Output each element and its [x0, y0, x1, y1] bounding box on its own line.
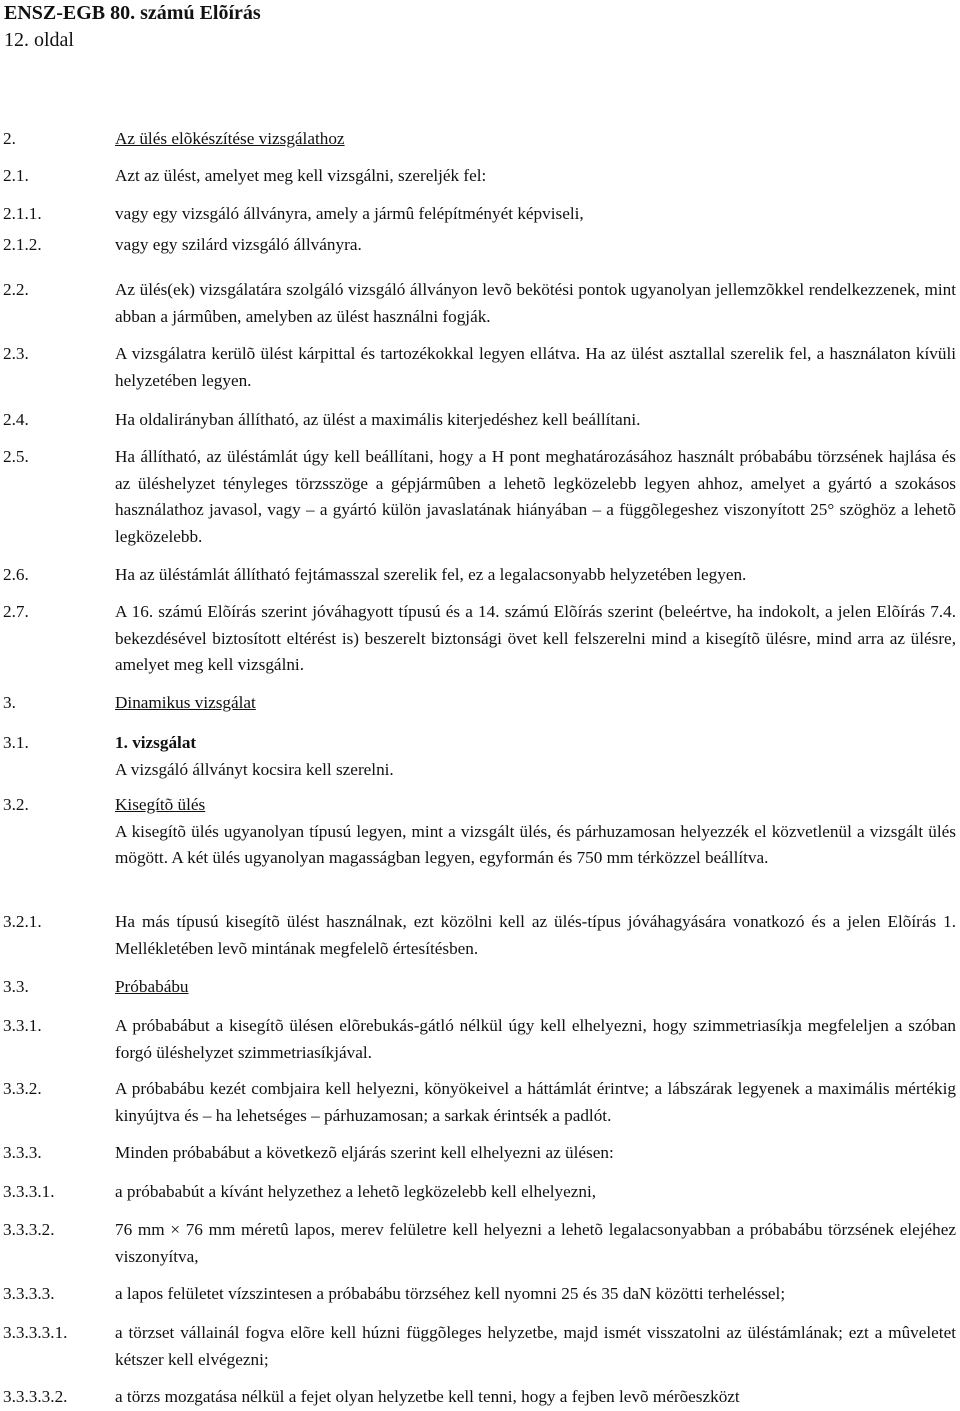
- page-number: 12. oldal: [4, 29, 74, 51]
- section-2-3: [3, 341, 956, 394]
- section-2-1: [3, 163, 956, 190]
- section-text: 76 mm × 76 mm méretû lapos, merev felületre kell helyezni a lehetõ legalacsonyabban a próbabábu törzsének elejéhez viszonyítva,: [115, 1220, 956, 1266]
- section-number: 3.3.3.: [3, 1143, 42, 1162]
- section-2-5: [3, 444, 956, 550]
- section-3-3-3-1: [3, 1179, 956, 1206]
- section-3-3-3-3-1: [3, 1320, 956, 1373]
- section-number: 2.4.: [3, 410, 29, 429]
- section-number: 3.1.: [3, 733, 29, 752]
- section-3-2-1: [3, 909, 956, 962]
- section-text: a lapos felületet vízszintesen a próbabábu törzséhez kell nyomni 25 és 35 daN közötti terheléssel;: [115, 1284, 786, 1303]
- section-text: Ha állítható, az üléstámlát úgy kell beállítani, hogy a H pont meghatározásához használt próbabábu törzsének hajlása és az üléshelyzet tényleges törzsszöge a gépjármûben a lehetõ legközelebb legyen ahhoz, amelyet a gyártó a szokásos használathoz javasol, vagy – a gyártó külön javaslatának hiányában – a függõlegeshez viszonyított 25° szöghöz a lehetõ legközelebb.: [115, 447, 956, 546]
- section-3-3-2: [3, 1076, 956, 1129]
- section-3-3: [3, 974, 956, 1001]
- section-number: 3.2.1.: [3, 912, 42, 931]
- section-number: 2.1.1.: [3, 204, 42, 223]
- section-text: Minden próbabábut a következõ eljárás szerint kell elhelyezni az ülésen:: [115, 1143, 614, 1162]
- section-2-2: [3, 277, 956, 330]
- section-number: 2.7.: [3, 602, 29, 621]
- section-number: 3.3.3.3.1.: [3, 1323, 68, 1342]
- section-text: a próbababút a kívánt helyzethez a lehetõ legközelebb kell elhelyezni,: [115, 1182, 597, 1201]
- section-number: 3.3.1.: [3, 1016, 42, 1035]
- section-number: 3.3.3.2.: [3, 1220, 55, 1239]
- section-number: 3.3.3.3.: [3, 1284, 55, 1303]
- section-text: Ha oldalirányban állítható, az ülést a maximális kiterjedéshez kell beállítani.: [115, 410, 641, 429]
- section-text: a törzset vállainál fogva elõre kell húzni függõleges helyzetbe, majd ismét visszatolni az üléstámlának; ezt a mûveletet kétszer kell elvégezni;: [115, 1323, 956, 1369]
- section-number: 3.3.3.3.2.: [3, 1387, 68, 1406]
- section-heading: Dinamikus vizsgálat: [115, 693, 256, 712]
- section-2-4: [3, 407, 956, 434]
- section-number: 3.3.2.: [3, 1079, 42, 1098]
- page-header: [4, 0, 261, 53]
- section-3-3-3-3: [3, 1281, 956, 1308]
- section-number: 2.1.: [3, 166, 29, 185]
- section-number: 2.3.: [3, 344, 29, 363]
- section-3-3-3-3-2: [3, 1384, 956, 1411]
- section-2-6: [3, 562, 956, 589]
- section-number: 2.6.: [3, 565, 29, 584]
- section-number: 3.3.3.1.: [3, 1182, 55, 1201]
- section-text: Ha más típusú kisegítõ ülést használnak, ezt közölni kell az ülés-típus jóváhagyására vonatkozó és a jelen Elõírás 1. Mellékletében levõ mintának megfelelõ értesítésben.: [115, 912, 956, 958]
- section-3-1: [3, 730, 956, 783]
- section-text: vagy egy vizsgáló állványra, amely a jármû felépítményét képviseli,: [115, 204, 584, 223]
- section-text: A vizsgáló állványt kocsira kell szerelni.: [115, 759, 394, 779]
- section-3-3-3: [3, 1140, 956, 1167]
- document-title: ENSZ-EGB 80. számú Elõírás: [4, 2, 261, 24]
- section-text: a törzs mozgatása nélkül a fejet olyan helyzetbe kell tenni, hogy a fejben levõ mérõeszközt: [115, 1387, 740, 1406]
- section-heading: Az ülés elõkészítése vizsgálathoz: [115, 129, 345, 148]
- section-number: 2.2.: [3, 280, 29, 299]
- section-subheading: Kisegítõ ülés: [115, 795, 206, 814]
- section-3: [3, 690, 956, 717]
- section-3-2: [3, 792, 956, 872]
- section-number: 2.1.2.: [3, 235, 42, 254]
- section-text: A próbabábut a kisegítõ ülésen elõrebukás-gátló nélkül úgy kell elhelyezni, hogy szimmetriasíkja megfeleljen a szóban forgó üléshelyzet szimmetriasíkjával.: [115, 1016, 956, 1062]
- section-text: Az ülés(ek) vizsgálatára szolgáló vizsgáló állványon levõ bekötési pontok ugyanolyan jellemzõkkel rendelkezzenek, mint abban a jármûben, amelyben az ülést használni fogják.: [115, 280, 956, 326]
- section-text: A vizsgálatra kerülõ ülést kárpittal és tartozékokkal legyen ellátva. Ha az ülést asztallal szerelik fel, a használaton kívüli helyzetében legyen.: [115, 344, 956, 390]
- section-number: 2.5.: [3, 447, 29, 466]
- section-3-3-3-2: [3, 1217, 956, 1270]
- section-subheading: 1. vizsgálat: [115, 733, 197, 752]
- section-text: Ha az üléstámlát állítható fejtámasszal szerelik fel, ez a legalacsonyabb helyzetében legyen.: [115, 565, 747, 584]
- section-number: 2.: [3, 129, 16, 148]
- section-text: Azt az ülést, amelyet meg kell vizsgálni, szereljék fel:: [115, 166, 487, 185]
- section-2: [3, 126, 956, 153]
- section-number: 3.3.: [3, 977, 29, 996]
- section-3-3-1: [3, 1013, 956, 1066]
- section-number: 3.2.: [3, 795, 29, 814]
- section-number: 3.: [3, 693, 16, 712]
- section-2-1-1: [3, 201, 956, 228]
- section-heading: Próbabábu: [115, 977, 189, 996]
- section-2-1-2: [3, 232, 956, 259]
- section-text: A kisegítõ ülés ugyanolyan típusú legyen, mint a vizsgált ülés, és párhuzamosan helyezzék el közvetlenül a vizsgált ülés mögött. A két ülés ugyanolyan magasságban legyen, egyformán és 750 mm térközzel beállítva.: [115, 821, 956, 867]
- section-text: A próbabábu kezét combjaira kell helyezni, könyökeivel a háttámlát érintve; a lábszárak legyenek a maximális mértékig kinyújtva és – ha lehetséges – párhuzamosan; a sarkak érintsék a padlót.: [115, 1079, 956, 1125]
- section-2-7: [3, 599, 956, 679]
- section-text: A 16. számú Elõírás szerint jóváhagyott típusú és a 14. számú Elõírás szerint (beleértve, ha indokolt, a jelen Elõírás 7.4. bekezdésével biztosított eltérést is) beszerelt biztonsági övet kell felszerelni mind a kisegítõ ülésre, mind arra az ülésre, amelyet meg kell vizsgálni.: [115, 602, 956, 674]
- section-text: vagy egy szilárd vizsgáló állványra.: [115, 235, 362, 254]
